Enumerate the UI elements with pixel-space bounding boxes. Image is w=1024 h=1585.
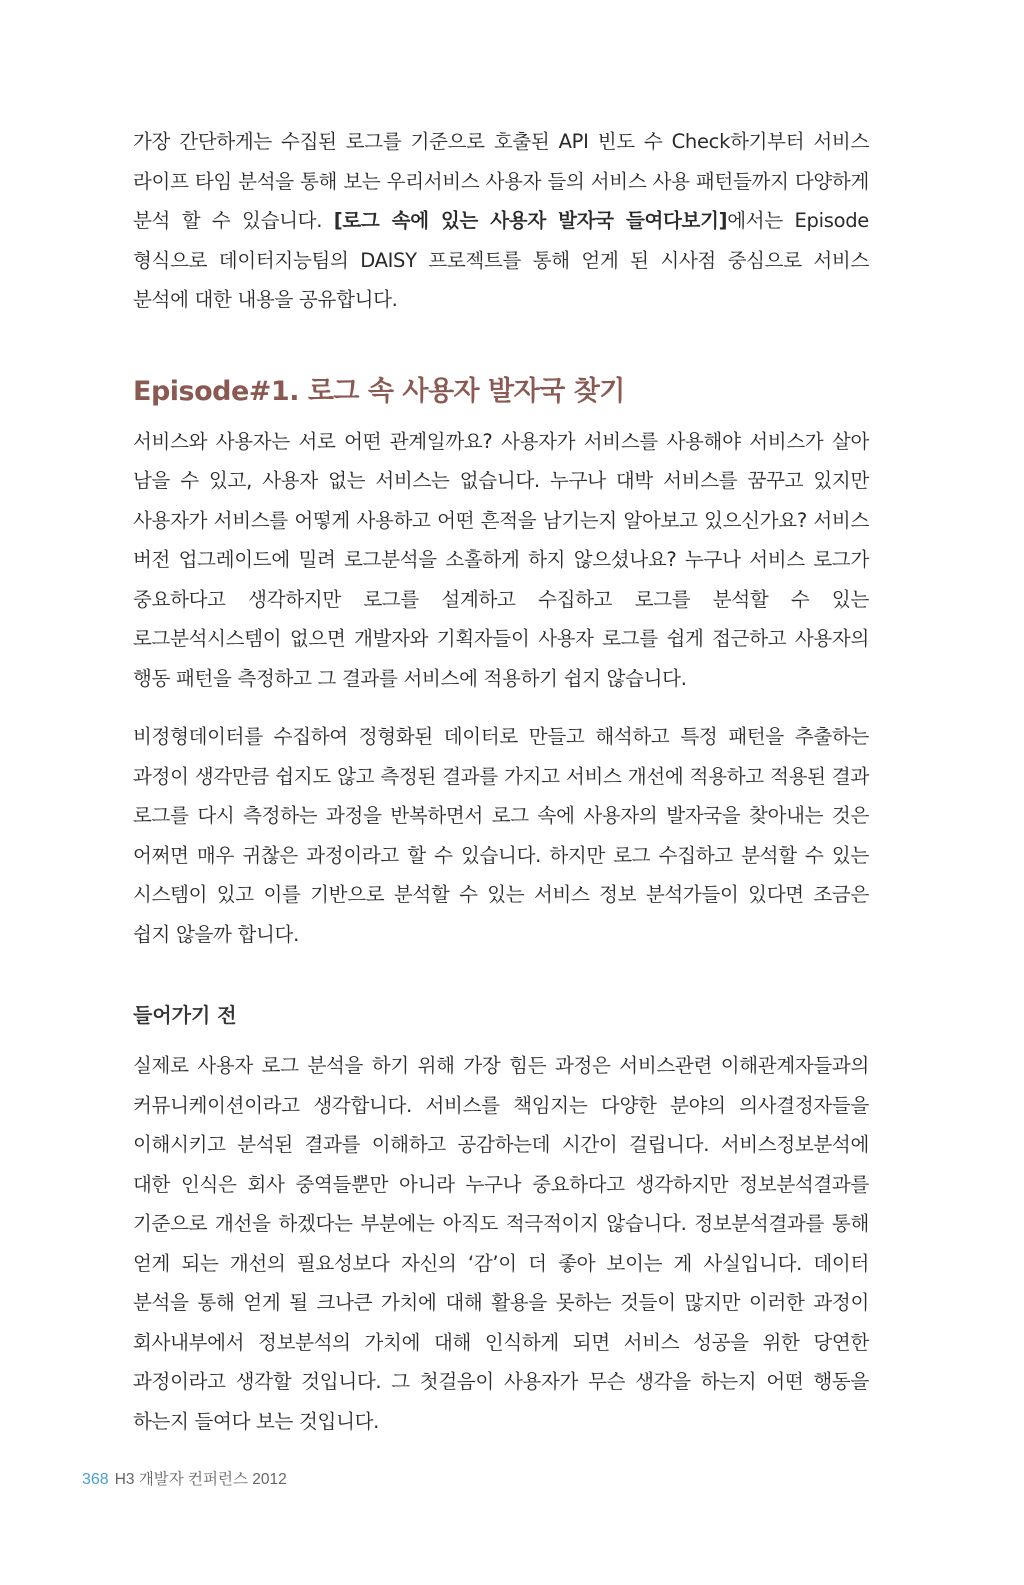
episode-heading: Episode#1. 로그 속 사용자 발자국 찾기 — [133, 375, 625, 407]
page-number: 368 — [82, 1471, 109, 1488]
episode-paragraph-2: 비정형데이터를 수집하여 정형화된 데이터로 만들고 해석하고 특정 패턴을 추출하는 과정이 생각만큼 쉽지도 않고 측정된 결과를 가지고 서비스 개선에 적용하고 적용된 결과 로그를 다시 측정하는 과정을 반복하면서 로그 속에 사용자의 발자국을 찾아내는 것은 어쩌면 매우 귀찮은 과정이라고 할 수 있습니다. 하지만 로그 수집하고 분석할 수 있는 시스템이 있고 이를 기반으로 분석할 수 있는 서비스 정보 분석가들이 있다면 조금은 쉽지 않을까 합니다. — [133, 725, 869, 946]
intro-text-start: 가장 간단하게는 수집된 로그를 기준으로 호출된 API 빈도 수 Check하기부터 서비스 라이프 타임 분석을 통해 보는 우리서비스 사용자 들의 서비스 사용 패턴들까지 다양하게 분석 할 수 있습니다. — [133, 130, 869, 232]
page-content — [133, 122, 869, 1441]
before-section-paragraph: 실제로 사용자 로그 분석을 하기 위해 가장 힘든 과정은 서비스관련 이해관계자들과의 커뮤니케이션이라고 생각합니다. 서비스를 책임지는 다양한 분야의 의사결정자들을 이해시키고 분석된 결과를 이해하고 공감하는데 시간이 걸립니다. 서비스정보분석에 대한 인식은 회사 중역들뿐만 아니라 누구나 중요하다고 생각하지만 정보분석결과를 기준으로 개선을 하겠다는 부분에는 아직도 적극적이지 않습니다. 정보분석결과를 통해 얻게 되는 개선의 필요성보다 자신의 ‘감’이 더 좋아 보이는 게 사실입니다. 데이터 분석을 통해 얻게 될 크나큰 가치에 대해 활용을 못하는 것들이 많지만 이러한 과정이 회사내부에서 정보분석의 가치에 대해 인식하게 되면 서비스 성공을 위한 당연한 과정이라고 생각할 것입니다. 그 첫걸음이 사용자가 무슨 생각을 하는지 어떤 행동을 하는지 들여다 보는 것입니다. — [133, 1054, 869, 1433]
intro-bold-title: [로그 속에 있는 사용자 발자국 들여다보기] — [333, 209, 728, 232]
page-footer — [82, 1468, 287, 1492]
episode-paragraph-1: 서비스와 사용자는 서로 어떤 관계일까요? 사용자가 서비스를 사용해야 서비스가 살아 남을 수 있고, 사용자 없는 서비스는 없습니다. 누구나 대박 서비스를 꿈꾸고 있지만 사용자가 서비스를 어떻게 사용하고 어떤 흔적을 남기는지 알아보고 있으신가요? 서비스 버전 업그레이드에 밀려 로그분석을 소홀하게 하지 않으셨나요? 누구나 서비스 로그가 중요하다고 생각하지만 로그를 설계하고 수집하고 로그를 분석할 수 있는 로그분석시스템이 없으면 개발자와 기획자들이 사용자 로그를 쉽게 접근하고 사용자의 행동 패턴을 측정하고 그 결과를 서비스에 적용하기 쉽지 않습니다. — [133, 429, 869, 690]
publication-title: H3 개발자 컨퍼런스 2012 — [114, 1471, 287, 1488]
intro-paragraph — [133, 122, 869, 320]
intro-text-end: 에서는 Episode 형식으로 데이터지능팀의 DAISY 프로젝트를 통해 얻게 된 시사점 중심으로 서비스 분석에 대한 내용을 공유합니다. — [133, 209, 869, 311]
before-section-heading: 들어가기 전 — [133, 1003, 237, 1027]
